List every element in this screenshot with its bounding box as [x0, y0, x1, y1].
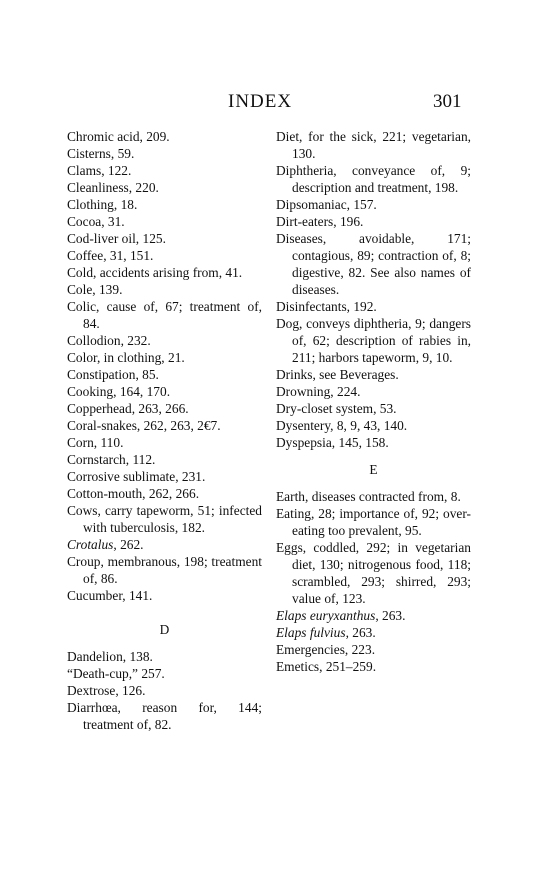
section-letter-e: E — [369, 462, 378, 477]
left-column — [67, 128, 262, 733]
index-entry — [67, 536, 262, 553]
index-entry-italic-term: Elaps euryxanthus — [276, 608, 376, 623]
index-entry-pages: , 263. — [345, 625, 376, 640]
index-entry: “Death-cup,” 257. — [67, 666, 165, 681]
index-entry: Dysentery, 8, 9, 43, 140. — [276, 418, 408, 433]
page-number: 301 — [433, 91, 462, 112]
index-entry: Dog, conveys diphtheria, 9; dangers of, 62; description of rabies in, 211; harbors tapeworm, 9, 10. — [276, 316, 471, 365]
index-entry: Dyspepsia, 145, 158. — [276, 435, 389, 450]
index-entry: Cornstarch, 112. — [67, 452, 156, 467]
index-entry: Coral-snakes, 262, 263, 2€7. — [67, 418, 221, 433]
index-list-d-cont — [276, 128, 471, 451]
index-entry: Cod-liver oil, 125. — [67, 231, 166, 246]
index-entry: Drowning, 224. — [276, 384, 361, 399]
index-entry: Cold, accidents arising from, 41. — [67, 265, 243, 280]
index-entry: Croup, membranous, 198; treatment of, 86. — [67, 554, 262, 586]
index-entry: Cucumber, 141. — [67, 588, 153, 603]
index-entry — [276, 607, 471, 624]
index-entry: Cleanliness, 220. — [67, 180, 159, 195]
index-entry: Dandelion, 138. — [67, 649, 153, 664]
index-entry: Cole, 139. — [67, 282, 123, 297]
index-entry: Colic, cause of, 67; treatment of, 84. — [67, 299, 262, 331]
right-column — [276, 128, 471, 675]
index-list-e — [276, 488, 471, 675]
index-entry: Dirt-eaters, 196. — [276, 214, 364, 229]
index-entry: Corn, 110. — [67, 435, 124, 450]
index-entry: Emergencies, 223. — [276, 642, 376, 657]
index-entry-italic-term: Elaps fulvius — [276, 625, 346, 640]
index-entry — [276, 624, 471, 641]
running-title: INDEX — [228, 91, 293, 112]
index-entry: Cotton-mouth, 262, 266. — [67, 486, 200, 501]
index-entry: Cisterns, 59. — [67, 146, 135, 161]
index-entry: Cows, carry tapeworm, 51; infected with tuberculosis, 182. — [67, 503, 262, 535]
index-entry: Dry-closet system, 53. — [276, 401, 397, 416]
page-header — [0, 91, 544, 115]
index-entry: Collodion, 232. — [67, 333, 151, 348]
index-entry-pages: , 262. — [113, 537, 144, 552]
index-entry: Cocoa, 31. — [67, 214, 125, 229]
index-entry: Diphtheria, conveyance of, 9; description and treatment, 198. — [276, 163, 471, 195]
index-entry: Copperhead, 263, 266. — [67, 401, 189, 416]
index-entry: Diarrhœa, reason for, 144; treatment of, 82. — [67, 700, 262, 732]
index-entry: Color, in clothing, 21. — [67, 350, 185, 365]
index-entry-pages: , 263. — [375, 608, 406, 623]
index-entry: Cooking, 164, 170. — [67, 384, 171, 399]
index-entry: Eggs, coddled, 292; in vegetarian diet, 130; nitrogenous food, 118; scrambled, 293; shirred, 293; value of, 123. — [276, 540, 471, 606]
index-entry: Diseases, avoidable, 171; contagious, 89; contraction of, 8; digestive, 82. See also names of diseases. — [276, 231, 471, 297]
index-entry: Clams, 122. — [67, 163, 132, 178]
index-entry: Clothing, 18. — [67, 197, 138, 212]
index-entry: Corrosive sublimate, 231. — [67, 469, 206, 484]
index-list-c — [67, 128, 262, 604]
index-entry: Drinks, see Beverages. — [276, 367, 399, 382]
index-entry: Coffee, 31, 151. — [67, 248, 154, 263]
index-entry: Emetics, 251–259. — [276, 659, 377, 674]
index-entry: Earth, diseases contracted from, 8. — [276, 489, 461, 504]
index-list-d — [67, 648, 262, 733]
index-entry: Dextrose, 126. — [67, 683, 146, 698]
section-letter-d: D — [159, 622, 170, 637]
index-entry: Dipsomaniac, 157. — [276, 197, 377, 212]
index-entry: Disinfectants, 192. — [276, 299, 377, 314]
index-entry: Chromic acid, 209. — [67, 129, 170, 144]
index-entry: Diet, for the sick, 221; vegetarian, 130. — [276, 129, 471, 161]
index-entry: Constipation, 85. — [67, 367, 159, 382]
index-entry-italic-term: Crotalus — [67, 537, 114, 552]
index-entry: Eating, 28; importance of, 92; over-eating too prevalent, 95. — [276, 506, 471, 538]
